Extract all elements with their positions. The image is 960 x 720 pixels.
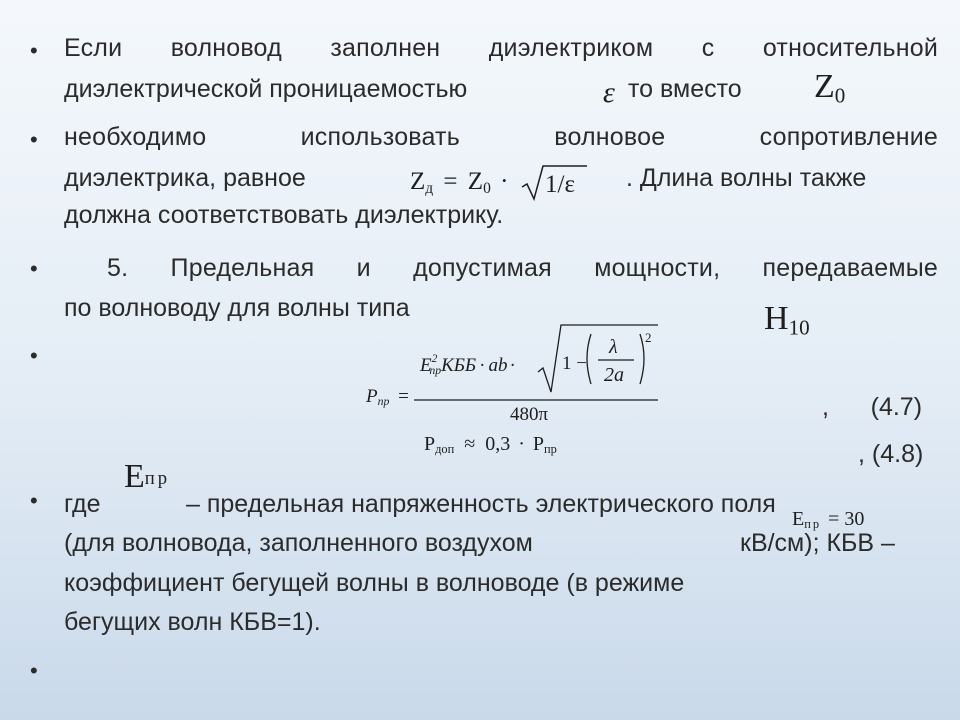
z0-symbol: $Z_0$ xyxy=(814,68,846,108)
p2-line3: должна соответствовать диэлектрику. xyxy=(64,201,504,229)
p4-line4: бегущих волн КБВ=1). xyxy=(64,608,321,636)
epr-big-symbol: $Е_{пр}$ xyxy=(124,458,171,495)
p3-line1: 5. Предельная и допустимая мощности, передаваемые xyxy=(107,254,938,282)
bullet-4: • xyxy=(30,343,38,368)
paragraph-dielectric xyxy=(64,30,938,67)
p2-line2-a: диэлектрика, равное xyxy=(64,164,306,192)
zd-sqrt-body: 1/ε xyxy=(545,171,575,198)
ppr-fraction-bar xyxy=(414,399,660,402)
ppr-numerator: $E^2_{пр}КББ$ · ab · xyxy=(420,353,516,378)
p4-line1-a: где xyxy=(64,490,101,518)
bullet-6: • xyxy=(30,658,38,683)
p4-line1-b: – предельная напряженность электрического поля xyxy=(186,490,776,518)
p4-line3: коэффициент бегущей волны в волноводе (в режиме xyxy=(64,569,685,597)
epsilon-symbol: ε xyxy=(603,76,615,109)
ppr-lambda: λ xyxy=(609,336,618,358)
paragraph-power xyxy=(64,250,938,287)
ppr-2a: 2a xyxy=(604,364,624,386)
pdop-formula: $P_{доп} \approx 0,3 \cdot P_{пр}$ xyxy=(424,433,557,457)
eq-4-7-label: , (4.7) xyxy=(822,393,923,421)
bullet-3: • xyxy=(30,256,38,281)
bullet-5: • xyxy=(30,488,38,513)
p2-line2-b: . Длина волны также xyxy=(626,164,867,192)
paragraph-impedance xyxy=(64,119,938,156)
p2-line1: необходимо использовать волновое сопротивление xyxy=(64,123,938,151)
bullet-2: • xyxy=(30,127,38,152)
p1-line1: Если волновод заполнен диэлектриком с относительной xyxy=(64,34,938,62)
ppr-square: 2 xyxy=(645,330,652,345)
zd-formula: $Z_д = Z_0$ · xyxy=(410,168,509,197)
ppr-sqrt-sign xyxy=(537,322,662,400)
bullet-1: • xyxy=(30,38,38,63)
p3-line2: по волноводу для волны типа xyxy=(64,294,410,322)
epr-30-formula: $Е_{пр} = 30$ xyxy=(792,508,865,532)
ppr-lhs: $P_{пр}$ = xyxy=(366,386,409,408)
h10-symbol: $H_{10}$ xyxy=(764,300,810,340)
p4-line2-b: кВ/см); КБВ – xyxy=(740,529,895,557)
ppr-one-minus: 1 − xyxy=(562,353,587,374)
eq-4-8-label: , (4.8) xyxy=(858,440,924,468)
ppr-denominator: 480π xyxy=(510,404,549,425)
p1-line2-a: диэлектрической проницаемостью xyxy=(64,75,468,103)
p1-line2-b: то вместо xyxy=(628,75,742,103)
p4-line2-a: (для волновода, заполненного воздухом xyxy=(64,529,533,557)
